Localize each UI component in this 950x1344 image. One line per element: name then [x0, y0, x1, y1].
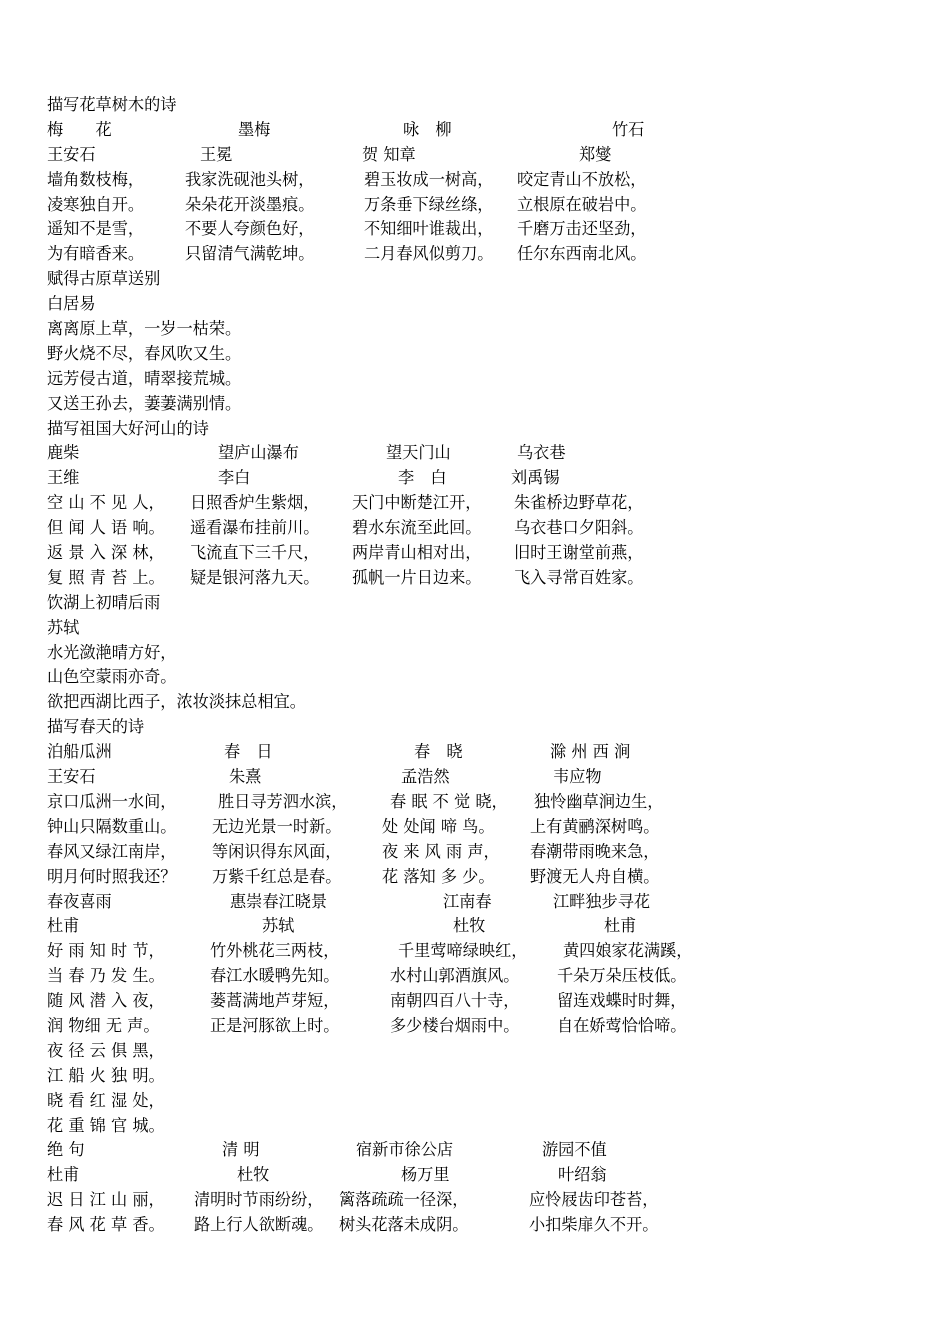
text-cell: 孤帆一片日边来。	[352, 567, 482, 587]
text-line-content: 苏轼	[47, 617, 80, 637]
text-line	[0, 765, 950, 790]
text-cell: 明月何时照我还？	[47, 866, 177, 886]
text-cell: 遥看瀑布挂前川。	[190, 518, 320, 538]
text-cell: 我家洗砚池头树，	[185, 169, 315, 189]
text-line	[0, 392, 950, 417]
text-cell: 春 风 花 草 香。	[47, 1215, 165, 1235]
text-line	[0, 417, 950, 442]
text-line-content: 山色空蒙雨亦奇。	[47, 667, 177, 687]
text-line	[0, 790, 950, 815]
text-cell: 千里莺啼绿映红，	[398, 941, 528, 961]
text-line	[0, 217, 950, 242]
text-cell: 千磨万击还坚劲，	[517, 219, 647, 239]
text-cell: 润 物细 无 声。	[47, 1015, 160, 1035]
text-line	[0, 815, 950, 840]
text-line	[0, 118, 950, 143]
text-line-content: 欲把西湖比西子，浓妆淡抹总相宜。	[47, 692, 306, 712]
text-line-content: 赋得古原草送别	[47, 269, 161, 289]
text-line-content: 江 船 火 独 明。	[47, 1065, 165, 1085]
text-line	[0, 740, 950, 765]
text-cell: 不要人夸颜色好，	[185, 219, 315, 239]
text-cell: 万紫千红总是春。	[212, 866, 342, 886]
text-line	[0, 441, 950, 466]
text-line	[0, 267, 950, 292]
text-cell: 杜甫	[604, 916, 637, 936]
text-cell: 复 照 青 苔 上。	[47, 567, 165, 587]
text-cell: 任尔东西南北风。	[517, 244, 647, 264]
text-cell: 立根原在破岩中。	[517, 194, 647, 214]
text-line	[0, 591, 950, 616]
text-cell: 竹外桃花三两枝，	[210, 941, 340, 961]
text-line	[0, 1163, 950, 1188]
text-line	[0, 1089, 950, 1114]
text-cell: 只留清气满乾坤。	[185, 244, 315, 264]
text-cell: 为有暗香来。	[47, 244, 145, 264]
text-cell: 南朝四百八十寺，	[390, 991, 520, 1011]
document-body	[0, 93, 950, 1238]
text-cell: 处 处闻 啼 鸟。	[382, 816, 495, 836]
text-cell: 望天门山	[386, 443, 451, 463]
text-cell: 墙角数枝梅，	[47, 169, 145, 189]
text-line	[0, 342, 950, 367]
text-cell: 杜甫	[47, 916, 80, 936]
text-cell: 王冕	[200, 144, 233, 164]
text-cell: 滁 州 西 涧	[550, 742, 631, 762]
text-line-content: 又送王孙去，萋萋满别情。	[47, 393, 242, 413]
text-cell: 迟 日 江 山 丽，	[47, 1190, 165, 1210]
text-line-content: 远芳侵古道，晴翠接荒城。	[47, 368, 242, 388]
text-line	[0, 1014, 950, 1039]
text-cell: 胜日寻芳泗水滨，	[218, 791, 348, 811]
text-cell: 夜 来 风 雨 声，	[382, 841, 500, 861]
text-line	[0, 242, 950, 267]
text-cell: 留连戏蝶时时舞，	[557, 991, 687, 1011]
text-cell: 万条垂下绿丝绦，	[364, 194, 494, 214]
text-cell: 叶绍翁	[558, 1165, 607, 1185]
text-line-content: 水光潋滟晴方好，	[47, 642, 177, 662]
text-line	[0, 665, 950, 690]
text-cell: 自在娇莺恰恰啼。	[557, 1015, 687, 1035]
text-cell: 绝 句	[47, 1140, 85, 1160]
text-cell: 江畔独步寻花	[553, 891, 651, 911]
text-line-content: 野火烧不尽，春风吹又生。	[47, 343, 242, 363]
text-cell: 随 风 潜 入 夜，	[47, 991, 165, 1011]
text-line	[0, 541, 950, 566]
text-cell: 小扣柴扉久不开。	[529, 1215, 659, 1235]
text-cell: 咏 柳	[403, 119, 452, 139]
text-cell: 树头花落未成阴。	[339, 1215, 469, 1235]
text-cell: 空 山 不 见 人，	[47, 493, 165, 513]
text-cell: 无边光景一时新。	[212, 816, 342, 836]
text-cell: 王安石	[47, 767, 96, 787]
text-cell: 咬定青山不放松，	[517, 169, 647, 189]
text-line	[0, 317, 950, 342]
text-cell: 当 春 乃 发 生。	[47, 966, 165, 986]
text-cell: 遥知不是雪，	[47, 219, 145, 239]
text-cell: 二月春风似剪刀。	[364, 244, 494, 264]
text-cell: 路上行人欲断魂。	[194, 1215, 324, 1235]
text-cell: 游园不值	[542, 1140, 607, 1160]
text-line	[0, 1188, 950, 1213]
text-cell: 韦应物	[553, 767, 602, 787]
text-cell: 疑是银河落九天。	[190, 567, 320, 587]
text-cell: 天门中断楚江开，	[352, 493, 482, 513]
text-cell: 朵朵花开淡墨痕。	[185, 194, 315, 214]
text-cell: 王安石	[47, 144, 96, 164]
text-cell: 清明时节雨纷纷，	[194, 1190, 324, 1210]
text-line	[0, 491, 950, 516]
text-cell: 朱熹	[229, 767, 262, 787]
text-cell: 春 日	[224, 742, 273, 762]
text-line	[0, 516, 950, 541]
text-cell: 千朵万朵压枝低。	[557, 966, 687, 986]
text-cell: 不知细叶谁裁出，	[364, 219, 494, 239]
text-cell: 飞入寻常百姓家。	[514, 567, 644, 587]
text-cell: 孟浩然	[401, 767, 450, 787]
text-cell: 李 白	[398, 468, 447, 488]
text-cell: 苏轼	[262, 916, 295, 936]
text-line	[0, 989, 950, 1014]
text-line	[0, 143, 950, 168]
text-line-content: 描写春天的诗	[47, 717, 145, 737]
text-cell: 碧水东流至此回。	[352, 518, 482, 538]
text-cell: 春 晓	[414, 742, 463, 762]
text-cell: 刘禹锡	[511, 468, 560, 488]
text-line-content: 花 重 锦 官 城。	[47, 1115, 165, 1135]
text-line-content: 夜 径 云 俱 黑，	[47, 1040, 165, 1060]
text-cell: 碧玉妆成一树高，	[364, 169, 494, 189]
text-line	[0, 840, 950, 865]
text-line	[0, 292, 950, 317]
text-cell: 好 雨 知 时 节，	[47, 941, 165, 961]
text-line	[0, 93, 950, 118]
text-cell: 返 景 入 深 林，	[47, 543, 165, 563]
text-line	[0, 466, 950, 491]
text-line-content: 白居易	[47, 294, 96, 314]
text-cell: 花 落知 多 少。	[382, 866, 495, 886]
text-line	[0, 193, 950, 218]
text-cell: 多少楼台烟雨中。	[390, 1015, 520, 1035]
text-cell: 正是河豚欲上时。	[210, 1015, 340, 1035]
text-cell: 杨万里	[401, 1165, 450, 1185]
text-cell: 郑燮	[579, 144, 612, 164]
text-cell: 江南春	[443, 891, 492, 911]
text-line	[0, 865, 950, 890]
text-cell: 杜牧	[453, 916, 486, 936]
text-cell: 杜牧	[237, 1165, 270, 1185]
text-cell: 旧时王谢堂前燕，	[514, 543, 644, 563]
text-cell: 春夜喜雨	[47, 891, 112, 911]
text-cell: 但 闻 人 语 响。	[47, 518, 165, 538]
text-cell: 乌衣巷口夕阳斜。	[514, 518, 644, 538]
text-cell: 惠崇春江晓景	[230, 891, 328, 911]
text-cell: 竹石	[612, 119, 645, 139]
text-line	[0, 890, 950, 915]
text-cell: 飞流直下三千尺，	[190, 543, 320, 563]
text-cell: 宿新市徐公店	[356, 1140, 454, 1160]
text-line-content: 晓 看 红 湿 处，	[47, 1090, 165, 1110]
text-cell: 篱落疏疏一径深，	[339, 1190, 469, 1210]
text-line	[0, 1138, 950, 1163]
text-line-content: 离离原上草，一岁一枯荣。	[47, 319, 242, 339]
text-line	[0, 690, 950, 715]
text-cell: 墨梅	[238, 119, 271, 139]
text-cell: 贺 知章	[362, 144, 416, 164]
text-cell: 春潮带雨晚来急，	[530, 841, 660, 861]
text-line	[0, 566, 950, 591]
text-cell: 日照香炉生紫烟，	[190, 493, 320, 513]
text-line-content: 饮湖上初晴后雨	[47, 592, 161, 612]
text-cell: 春 眠 不 觉 晓，	[390, 791, 508, 811]
text-line	[0, 367, 950, 392]
text-cell: 鹿柴	[47, 443, 80, 463]
text-cell: 两岸青山相对出，	[352, 543, 482, 563]
text-cell: 李白	[218, 468, 251, 488]
text-line	[0, 641, 950, 666]
text-line	[0, 1213, 950, 1238]
text-cell: 蒌蒿满地芦芽短，	[210, 991, 340, 1011]
text-line-content: 描写祖国大好河山的诗	[47, 418, 209, 438]
text-line	[0, 939, 950, 964]
text-cell: 春江水暖鸭先知。	[210, 966, 340, 986]
text-cell: 凌寒独自开。	[47, 194, 145, 214]
text-line	[0, 168, 950, 193]
text-line	[0, 616, 950, 641]
text-line-content: 描写花草树木的诗	[47, 95, 177, 114]
text-line	[0, 715, 950, 740]
text-cell: 黄四娘家花满蹊，	[563, 941, 693, 961]
text-line	[0, 964, 950, 989]
text-cell: 梅 花	[47, 119, 112, 139]
text-cell: 野渡无人舟自横。	[530, 866, 660, 886]
text-line	[0, 1039, 950, 1064]
text-cell: 杜甫	[47, 1165, 80, 1185]
text-line	[0, 914, 950, 939]
text-cell: 钟山只隔数重山。	[47, 816, 177, 836]
text-cell: 京口瓜洲一水间，	[47, 791, 177, 811]
text-cell: 清 明	[222, 1140, 260, 1160]
text-cell: 水村山郭酒旗风。	[390, 966, 520, 986]
text-cell: 王维	[47, 468, 80, 488]
text-cell: 上有黄鹂深树鸣。	[530, 816, 660, 836]
text-line	[0, 1114, 950, 1139]
text-cell: 春风又绿江南岸，	[47, 841, 177, 861]
text-line	[0, 1064, 950, 1089]
text-cell: 乌衣巷	[517, 443, 566, 463]
text-cell: 独怜幽草涧边生，	[534, 791, 664, 811]
text-cell: 望庐山瀑布	[218, 443, 299, 463]
text-cell: 朱雀桥边野草花，	[514, 493, 644, 513]
text-cell: 应怜屐齿印苍苔，	[529, 1190, 659, 1210]
text-cell: 泊船瓜洲	[47, 742, 112, 762]
text-cell: 等闲识得东风面，	[212, 841, 342, 861]
